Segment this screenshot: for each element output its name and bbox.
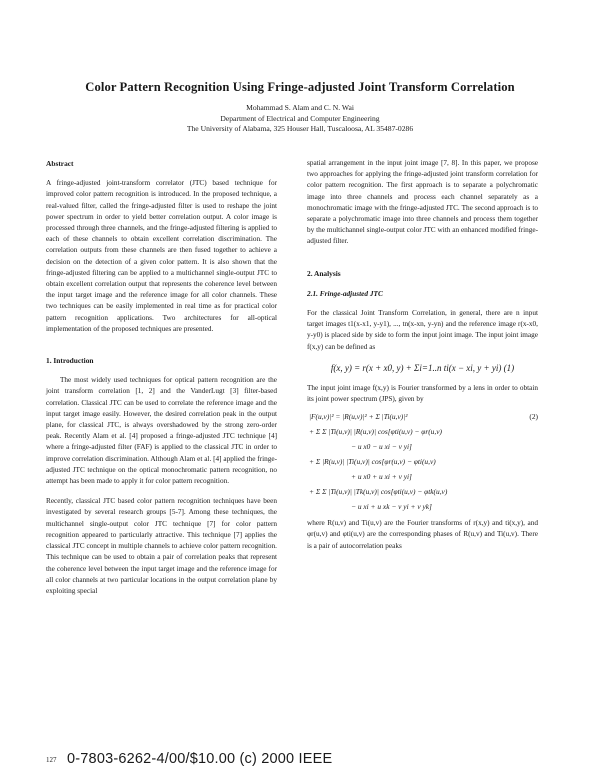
analysis-heading: 2. Analysis [307, 268, 341, 278]
equation-2-line: − u xi + u xk − v yi + v yk] [351, 502, 432, 512]
introduction-paragraph-1: The most widely used techniques for optical pattern recognition are the joint transform correlation [1, 2] and the VanderLugt [3] filter-based correlation. Classical JTC can be used to correlate the reference image and the input target image easily. However, the desired correlation peak in the output plane, for classical JTC, is always overshadowed by the strong zero-order peak. Recently Alam et al. [4] proposed a fringe-adjusted JTC technique [4] where a fringe-adjusted filter (FAF) is applied to the classical JTC in order to improve correlation discrimination. Although Alam et al. [4] applied the fringe-adjusted JTC technique on the optical monochromatic pattern recognition, no attempt has been made to apply it for color pattern recognition. [46, 376, 277, 486]
introduction-paragraph-2: Recently, classical JTC based color pattern recognition techniques have been investigated by several research groups [5-7]. Among these techniques, the multichannel single-output color JTC technique [7] for color pattern recognition appeared to particularly attractive. This technique [7] applies the classical JTC concept in multiple channels to achieve color pattern recognition. This technique can be used to obtain a pair of correlation peaks that represent the coherence level between the input target image and the reference image for all color channels at two particular locations in the output correlation plane by exploiting special [46, 497, 277, 595]
paper-title: Color Pattern Recognition Using Fringe-adjusted Joint Transform Correlation [85, 80, 515, 94]
equation-2-line: + u x0 + u xi + v yi] [351, 472, 412, 482]
introduction-continued: spatial arrangement in the input joint image [7, 8]. In this paper, we propose two approaches for applying the fringe-adjusted joint transform correlation for color pattern recognition. The first approach is to separate a polychromatic image into three channels and process each channel separately as a monochromatic image with the fringe-adjusted JTC. The second approach is to separate a polychromatic image into three channels and process them together by the multichannel single-output color JTC with an enhanced modified fringe-adjusted filter. [307, 159, 538, 246]
equation-2-line: + Σ Σ |Ti(u,v)| |R(u,v)| cos[φti(u,v) − φr(u,v) [309, 427, 442, 437]
page-number: 127 [46, 756, 57, 764]
equation-2 [309, 409, 538, 514]
equation-2-line: |F(u,v)|² = |R(u,v)|² + Σ |Ti(u,v)|² [309, 412, 408, 422]
affiliation-address: The University of Alabama, 325 Houser Hall, Tuscaloosa, AL 35487-0286 [186, 124, 414, 133]
author-line: Mohammad S. Alam and C. N. Wai [246, 103, 354, 112]
introduction-heading: 1. Introduction [46, 356, 94, 366]
abstract-heading: Abstract [46, 159, 74, 168]
equation-2-number: (2) [529, 412, 538, 422]
left-column [46, 158, 277, 597]
right-column [307, 158, 538, 552]
analysis-paragraph-3: where R(u,v) and Ti(u,v) are the Fourier transforms of r(x,y) and ti(x,y), and φr(u,v) and φti(u,v) are the corresponding phases of R(u,v) and Ti(u,v). There is a pair of autocorrelation peaks [307, 519, 538, 550]
copyright-code: 0-7803-6262-4/00/$10.00 (c) 2000 IEEE [67, 751, 333, 767]
subsection-heading: 2.1. Fringe-adjusted JTC [307, 288, 383, 298]
equation-2-line: + Σ |R(u,v)| |Ti(u,v)| cos[φr(u,v) − φti(u,v) [309, 457, 436, 467]
equation-2-line: − u x0 − u xi − v yi] [351, 442, 412, 452]
analysis-paragraph-2: The input joint image f(x,y) is Fourier transformed by a lens in order to obtain its joint power spectrum (JPS), given by [307, 383, 538, 404]
abstract-text: A fringe-adjusted joint-transform correlator (JTC) based technique for improved color pattern recognition is introduced. In the proposed technique, a real-valued filter, called the fringe-adjusted filter is used to reshape the joint power spectrum in order to yield better correlation output. A color image is processed through three channels, and the fringe-adjusted filtering is applied to each of these channels to obtain excellent correlation discrimination. The correlation outputs from these channels are then fused together to achieve a decision on the detection of a given color pattern. It is also shown that the fringe-adjusted filtering can be applied to a multichannel single-output JTC to obtain excellent correlation output that represents the coherence level between the input target image and the reference image for all color channels. These two techniques can be easily implemented in real time as for practical color pattern recognition applications. Two architectures for all-optical implementation of the proposed techniques are presented. [46, 179, 277, 333]
equation-1: f(x, y) = r(x + x0, y) + Σi=1..n ti(x − xi, y + yi) (1) [330, 362, 515, 373]
affiliation-department: Department of Electrical and Computer Engineering [220, 114, 380, 123]
analysis-paragraph-1: For the classical Joint Transform Correlation, in general, there are n input target images t1(x-x1, y-y1), ..., tn(x-xn, y-yn) and the reference image r(x-x0, y-y0) is placed side by side to form the input joint image. The input joint image f(x,y) can be defined as [307, 309, 538, 351]
equation-2-line: + Σ Σ |Ti(u,v)| |Tk(u,v)| cos[φti(u,v) − φtk(u,v) [309, 487, 448, 497]
